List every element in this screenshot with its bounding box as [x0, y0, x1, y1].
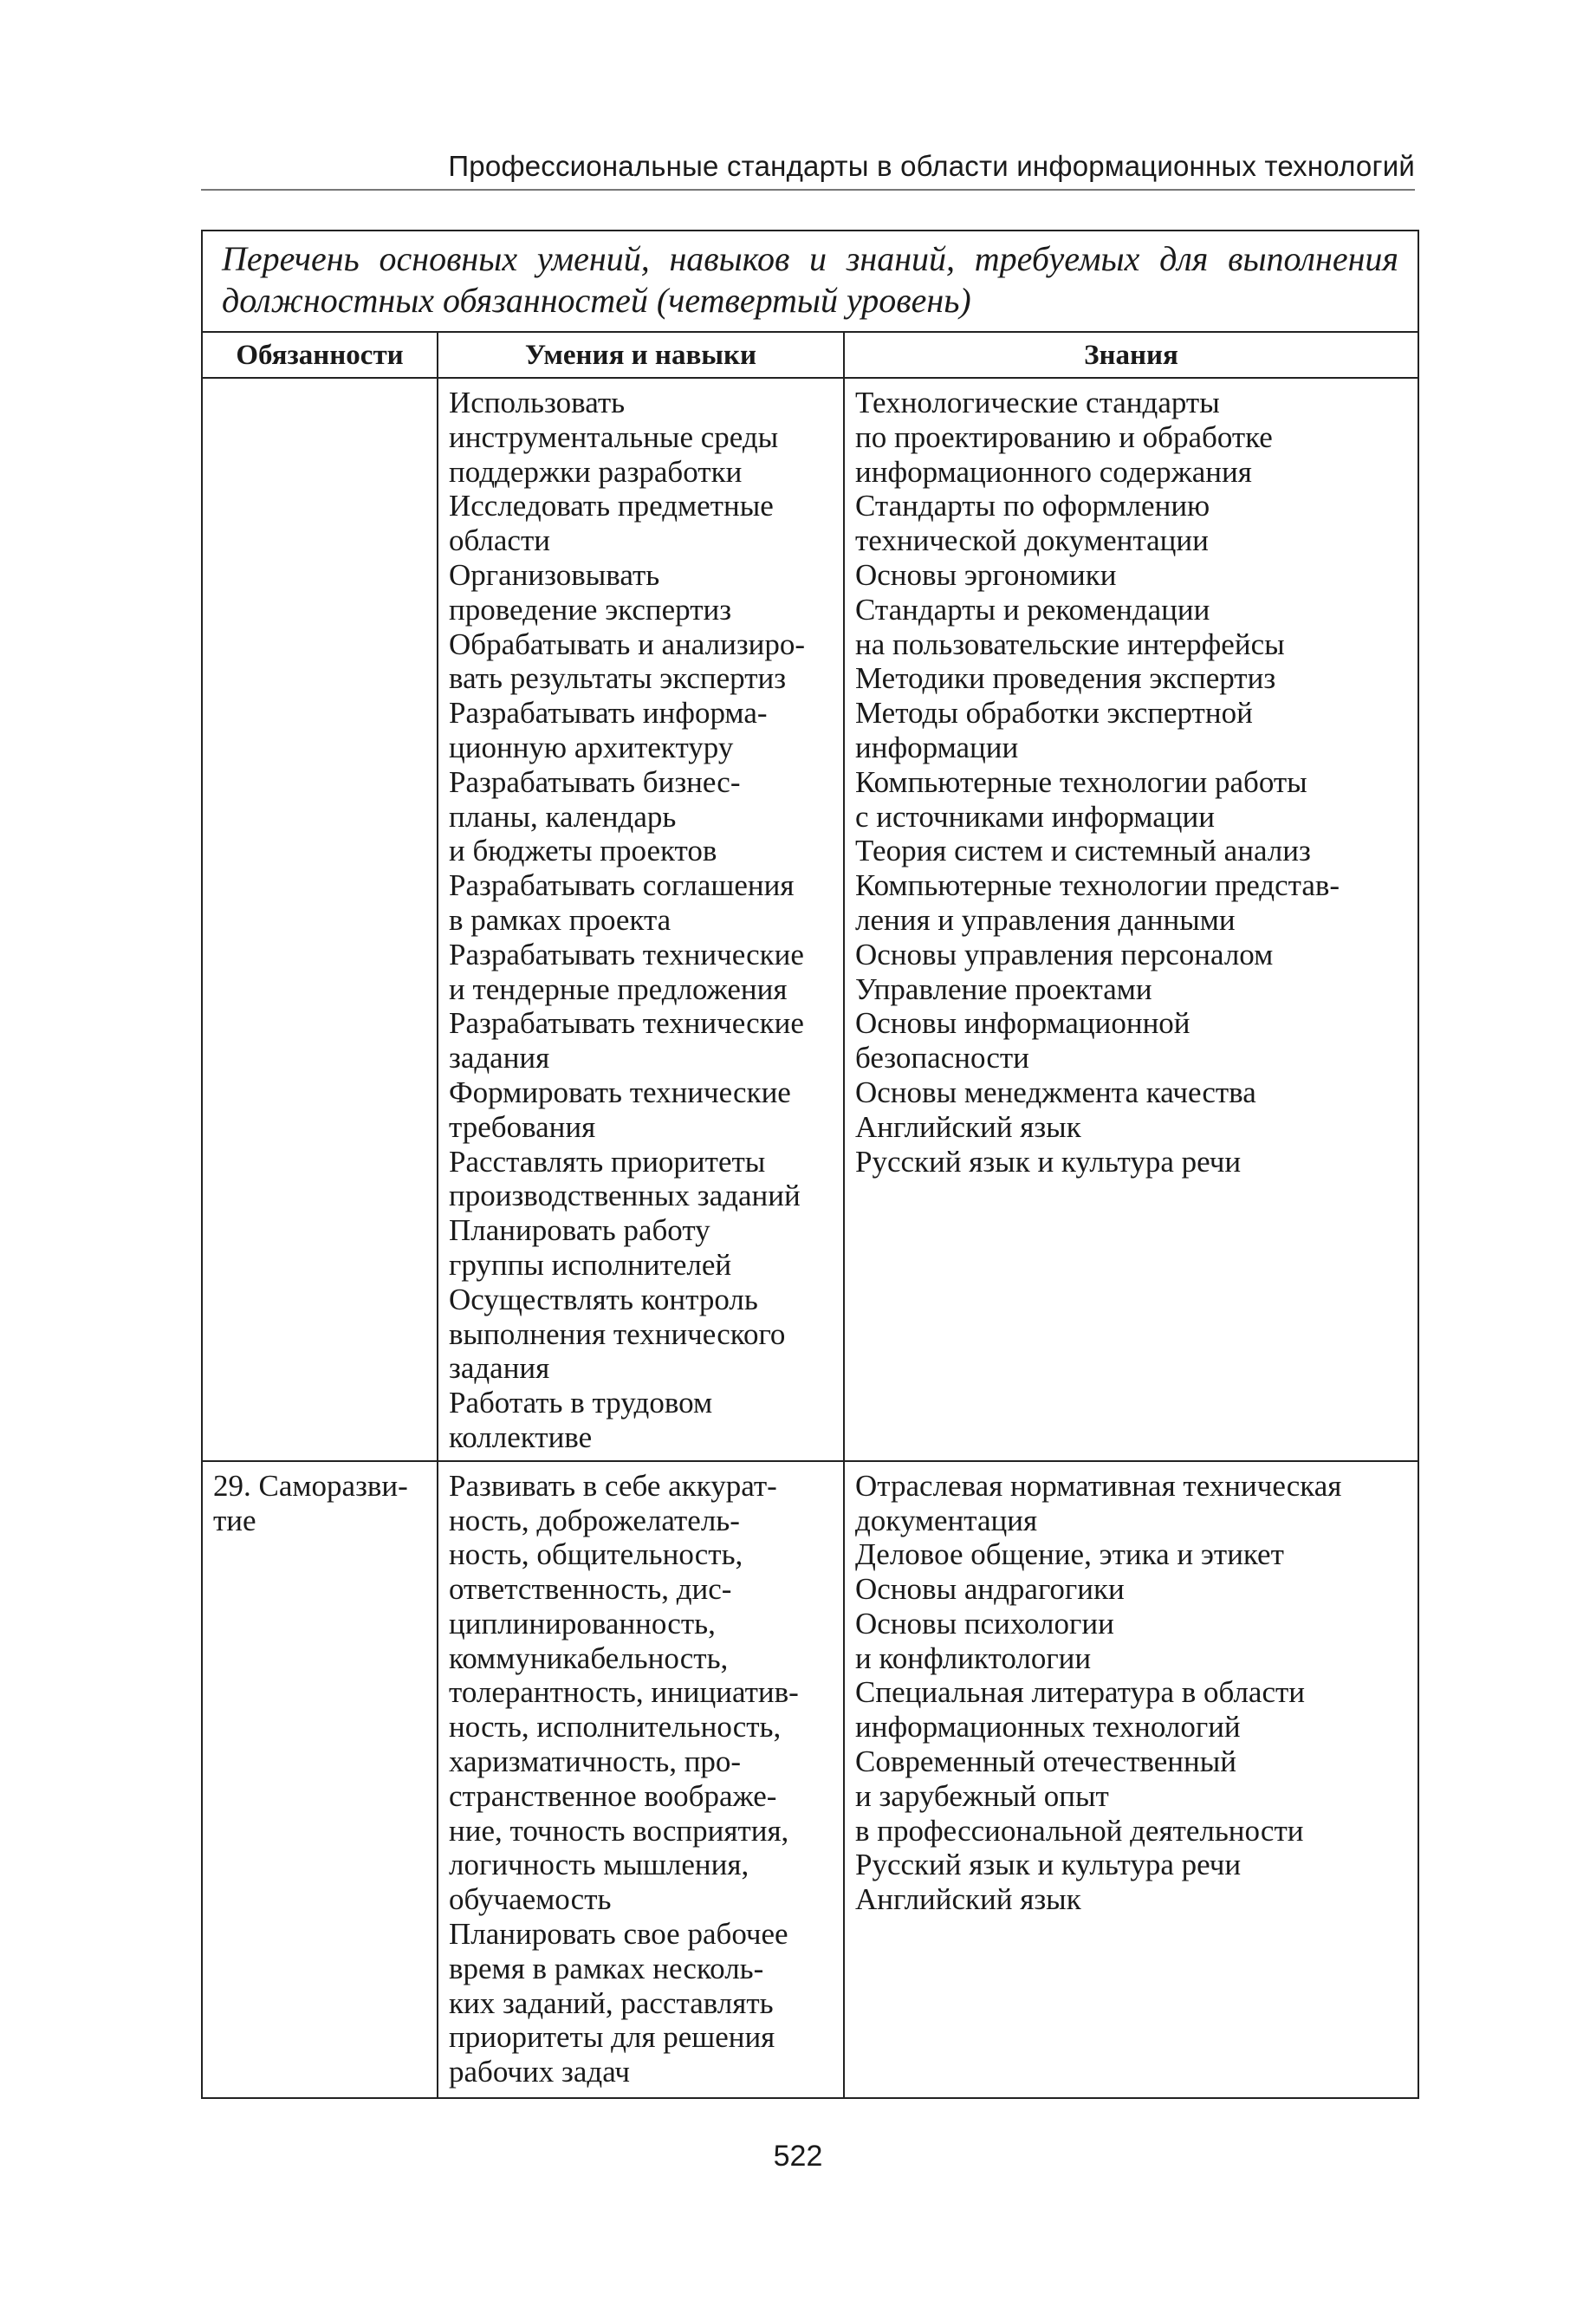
skills-cell — [438, 378, 844, 1461]
cell-line: и конфликтологии — [855, 1641, 1092, 1675]
table-row — [202, 1461, 1418, 2098]
cell-line: странственное воображе- — [449, 1778, 777, 1813]
header-skills: Умения и навыки — [438, 332, 844, 378]
cell-line: ления и управления данными — [855, 902, 1236, 937]
cell-line: Теория систем и системный анализ — [855, 834, 1311, 868]
cell-line: Планировать работу — [449, 1213, 710, 1248]
table-caption-row — [202, 231, 1418, 332]
table-row — [202, 378, 1418, 1461]
cell-line: задания — [449, 1041, 550, 1075]
cell-line: приоритеты для решения — [449, 2020, 775, 2055]
cell-line: информационного содержания — [855, 454, 1252, 489]
cell-line: Английский язык — [855, 1109, 1081, 1144]
cell-line: Расставлять приоритеты — [449, 1144, 766, 1179]
cell-line: в рамках проекта — [449, 902, 671, 937]
cell-line: Методики проведения экспертиз — [855, 661, 1276, 696]
cell-line: тие — [213, 1503, 256, 1537]
cell-line: ние, точность восприятия, — [449, 1813, 789, 1848]
cell-line: Разрабатывать бизнес- — [449, 764, 741, 799]
cell-line: Основы психологии — [855, 1606, 1114, 1641]
cell-line: Основы управления персоналом — [855, 937, 1274, 971]
cell-line: области — [449, 523, 550, 558]
cell-line: Формировать технические — [449, 1075, 791, 1109]
cell-line: Планировать свое рабочее — [449, 1917, 788, 1952]
cell-line: Основы эргономики — [855, 557, 1117, 592]
cell-line: выполнения технического — [449, 1316, 786, 1351]
cell-line: задания — [449, 1351, 550, 1386]
cell-line: Работать в трудовом — [449, 1386, 713, 1420]
cell-line: Основы андрагогики — [855, 1572, 1125, 1607]
knowledge-cell — [844, 1461, 1418, 2098]
running-head: Профессиональные стандарты в области информационных технологий — [448, 150, 1415, 182]
cell-line: Компьютерные технологии работы — [855, 764, 1307, 799]
cell-line: с источниками информации — [855, 799, 1215, 834]
cell-line: требования — [449, 1109, 596, 1144]
cell-line: инструментальные среды — [449, 419, 779, 454]
cell-line: на пользовательские интерфейсы — [855, 627, 1285, 661]
duty-cell — [202, 378, 438, 1461]
cell-line: Осуществлять контроль — [449, 1282, 758, 1316]
cell-line: Управление проектами — [855, 971, 1152, 1006]
cell-line: и тендерные предложения — [449, 971, 788, 1006]
competency-table — [201, 230, 1419, 2099]
cell-line: вать результаты экспертиз — [449, 661, 787, 696]
cell-line: Английский язык — [855, 1882, 1081, 1917]
cell-line: документация — [855, 1503, 1038, 1537]
cell-line: ответственность, дис- — [449, 1572, 732, 1607]
cell-line: Разрабатывать технические — [449, 1006, 804, 1041]
cell-line: Стандарты и рекомендации — [855, 592, 1210, 627]
knowledge-cell — [844, 378, 1418, 1461]
cell-line: технической документации — [855, 523, 1209, 558]
cell-line: Обрабатывать и анализиро- — [449, 627, 806, 661]
cell-line: ность, доброжелатель- — [449, 1503, 740, 1537]
cell-line: Стандарты по оформлению — [855, 489, 1210, 523]
cell-line: безопасности — [855, 1041, 1029, 1075]
cell-line: и бюджеты проектов — [449, 834, 717, 868]
cell-line: производственных заданий — [449, 1179, 801, 1213]
cell-line: Русский язык и культура речи — [855, 1144, 1242, 1179]
cell-line: коммуникабельность, — [449, 1641, 729, 1675]
cell-line: информационных технологий — [855, 1710, 1241, 1744]
cell-line: Русский язык и культура речи — [855, 1848, 1242, 1882]
cell-line: логичность мышления, — [449, 1848, 749, 1882]
cell-line: Современный отечественный — [855, 1744, 1236, 1779]
cell-line: Отраслевая нормативная техническая — [855, 1468, 1342, 1503]
cell-line: в профессиональной деятельности — [855, 1813, 1304, 1848]
cell-line: харизматичность, про- — [449, 1744, 742, 1779]
duty-cell — [202, 1461, 438, 2098]
page-number: 522 — [773, 2140, 823, 2173]
cell-line: коллективе — [449, 1420, 593, 1454]
cell-line: Деловое общение, этика и этикет — [855, 1537, 1284, 1572]
cell-line: Основы информационной — [855, 1006, 1191, 1041]
cell-line: ность, общительность, — [449, 1537, 743, 1572]
cell-line: планы, календарь — [449, 799, 677, 834]
cell-line: ционную архитектуру — [449, 730, 734, 764]
cell-line: поддержки разработки — [449, 454, 743, 489]
cell-line: рабочих задач — [449, 2055, 630, 2089]
cell-line: Использовать — [449, 386, 626, 419]
cell-line: Разрабатывать соглашения — [449, 868, 795, 903]
cell-line: Развивать в себе аккурат- — [449, 1468, 777, 1503]
cell-line: Основы менеджмента качества — [855, 1075, 1256, 1109]
table-header-row — [202, 332, 1418, 378]
header-rule — [201, 189, 1415, 191]
header-knowledge: Знания — [844, 332, 1418, 378]
cell-line: 29. Саморазви- — [213, 1468, 408, 1503]
cell-line: группы исполнителей — [449, 1247, 732, 1282]
cell-line: Разрабатывать технические — [449, 937, 804, 971]
cell-line: информации — [855, 730, 1019, 764]
table-caption: Перечень основных умений, навыков и знаний, требуемых для выполнения должностных обязанностей (четвертый уровень) — [202, 231, 1418, 332]
cell-line: Исследовать предметные — [449, 489, 774, 523]
cell-line: Организовывать — [449, 557, 660, 592]
cell-line: Технологические стандарты — [855, 386, 1220, 419]
cell-line: ких заданий, расставлять — [449, 1985, 774, 2020]
cell-line: время в рамках несколь- — [449, 1951, 764, 1985]
header-duties: Обязанности — [202, 332, 438, 378]
cell-line: ность, исполнительность, — [449, 1710, 782, 1744]
cell-line: Разрабатывать информа- — [449, 696, 768, 731]
skills-cell — [438, 1461, 844, 2098]
cell-line: обучаемость — [449, 1882, 612, 1917]
cell-line: циплинированность, — [449, 1606, 716, 1641]
cell-line: проведение экспертиз — [449, 592, 732, 627]
cell-line: Компьютерные технологии представ- — [855, 868, 1340, 903]
cell-line: по проектированию и обработке — [855, 419, 1273, 454]
cell-line: Специальная литература в области — [855, 1675, 1306, 1710]
cell-line: Методы обработки экспертной — [855, 696, 1253, 731]
cell-line: толерантность, инициатив- — [449, 1675, 799, 1710]
cell-line: и зарубежный опыт — [855, 1778, 1109, 1813]
